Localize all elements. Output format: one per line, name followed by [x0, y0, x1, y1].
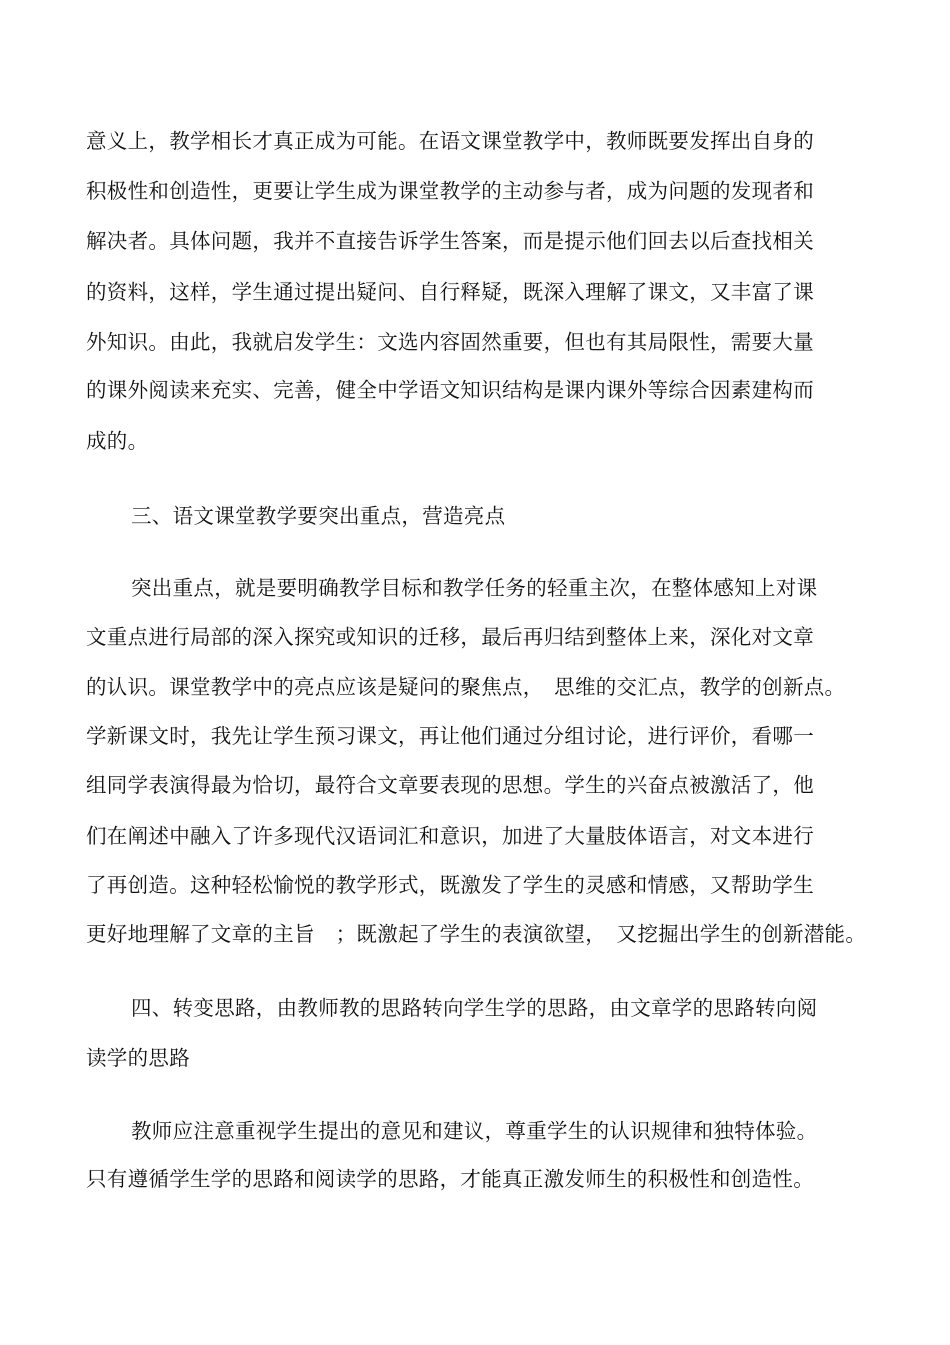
paragraph-line: 文重点进行局部的深入探究或知识的迁移，最后再归结到整体上来，深化对文章 — [86, 625, 814, 649]
paragraph-line: 的资料，这样，学生通过提出疑问、自行释疑，既深入理解了课文，又丰富了课 — [86, 280, 814, 304]
paragraph-line: 学新课文时，我先让学生预习课文，再让他们通过分组讨论，进行评价，看哪一 — [86, 724, 814, 748]
paragraph-line: 更好地理解了文章的主旨 ；既激起了学生的表演欲望， 又挖掘出学生的创新潜能。 — [86, 922, 867, 946]
section-heading: 三、语文课堂教学要突出重点，营造亮点 — [131, 504, 506, 528]
section-heading: 四、转变思路，由教师教的思路转向学生学的思路，由文章学的思路转向阅 — [131, 996, 818, 1020]
paragraph-line: 教师应注意重视学生提出的意见和建议，尊重学生的认识规律和独特体验。 — [131, 1119, 818, 1143]
paragraph-line: 突出重点，就是要明确教学目标和教学任务的轻重主次，在整体感知上对课 — [131, 576, 818, 600]
paragraph-line: 成的。 — [86, 429, 149, 453]
paragraph-line: 了再创造。这种轻松愉悦的教学形式，既激发了学生的灵感和情感，又帮助学生 — [86, 873, 814, 897]
paragraph-line: 的认识。课堂教学中的亮点应该是疑问的聚焦点， 思维的交汇点，教学的创新点。 — [86, 675, 846, 699]
paragraph-line: 意义上，教学相长才真正成为可能。在语文课堂教学中，教师既要发挥出自身的 — [86, 129, 814, 153]
paragraph-line: 积极性和创造性，更要让学生成为课堂教学的主动参与者，成为问题的发现者和 — [86, 179, 814, 203]
section-heading: 读学的思路 — [86, 1046, 190, 1070]
paragraph-line: 的课外阅读来充实、完善，健全中学语文知识结构是课内课外等综合因素建构而 — [86, 378, 814, 402]
paragraph-line: 组同学表演得最为恰切，最符合文章要表现的思想。学生的兴奋点被激活了，他 — [86, 773, 814, 797]
paragraph-line: 只有遵循学生学的思路和阅读学的思路，才能真正激发师生的积极性和创造性。 — [86, 1167, 814, 1191]
paragraph-line: 们在阐述中融入了许多现代汉语词汇和意识，加进了大量肢体语言，对文本进行 — [86, 824, 814, 848]
paragraph-line: 解决者。具体问题，我并不直接告诉学生答案，而是提示他们回去以后查找相关 — [86, 229, 814, 253]
paragraph-line: 外知识。由此，我就启发学生：文选内容固然重要，但也有其局限性，需要大量 — [86, 330, 814, 354]
